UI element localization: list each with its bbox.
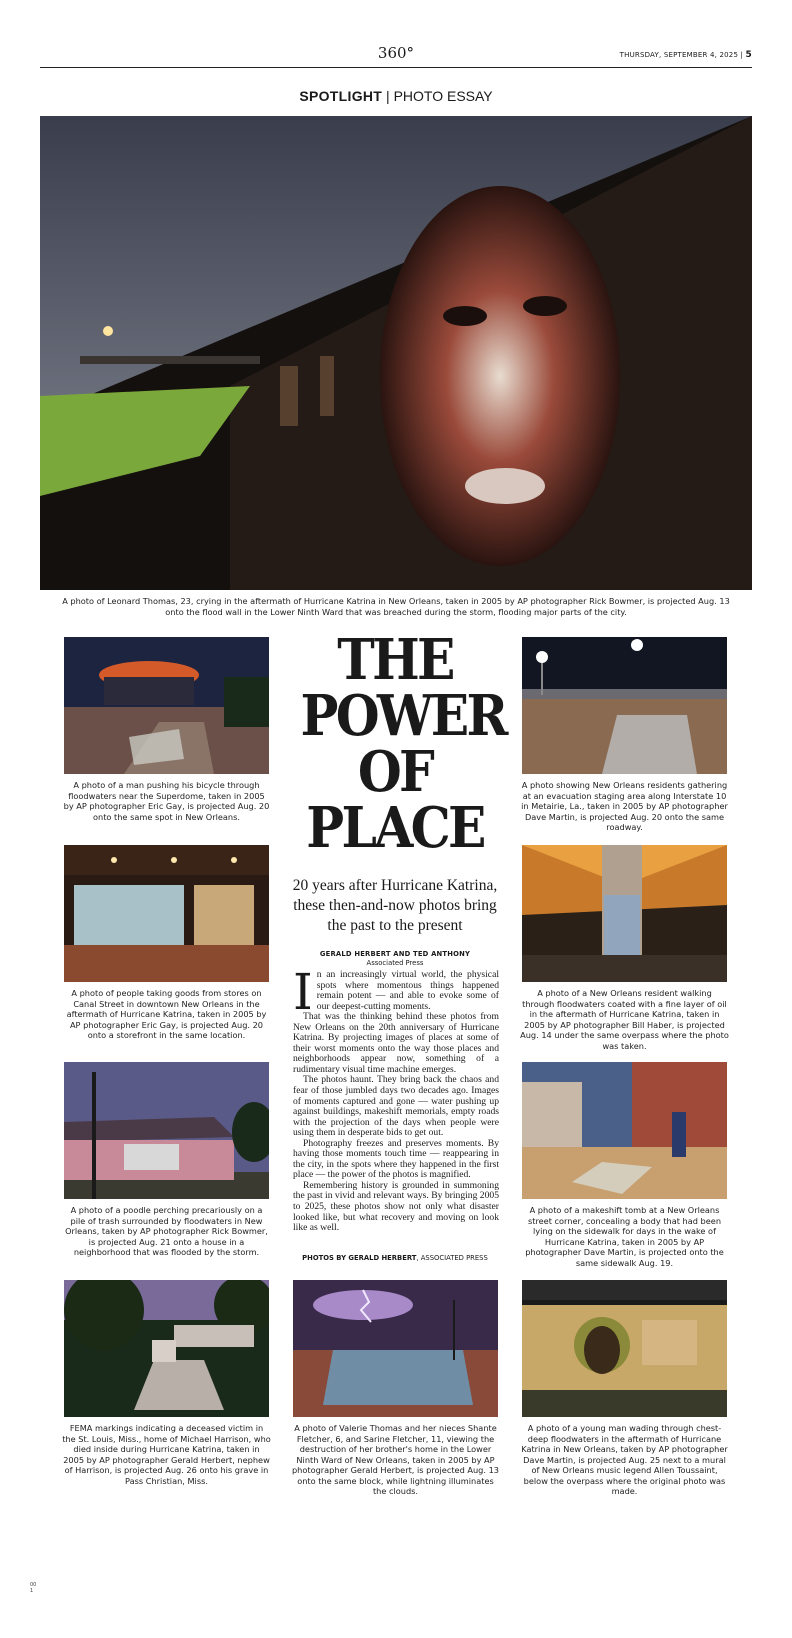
caption-poodle-house: A photo of a poodle perching precariously on a pile of trash surrounded by floodwaters in New Orleans, taken by AP photographer Rick Bowmer, is projected Aug. 21 onto a house in a neighborhood that was flooded by the storm.: [65, 1205, 268, 1257]
caption-grave: FEMA markings indicating a deceased victim in the St. Louis, Miss., home of Michael Harrison, who died inside during Hurricane Katrina, taken in 2005 by AP photographer Gerald Herbert, nephew of Harrison, is projected Aug. 26 onto his grave in Pass Christian, Miss.: [62, 1423, 271, 1486]
photo-poodle-house: [64, 1062, 269, 1199]
section-name: 360°: [377, 44, 415, 62]
kicker-spotlight: SPOTLIGHT: [299, 88, 383, 104]
main-photo: [40, 116, 752, 590]
date-separator: |: [740, 51, 744, 59]
dateline: [620, 50, 752, 60]
article-paragraph: That was the thinking behind these photos from New Orleans on the 20th anniversary of Hurricane Katrina. By projecting images of places at some of their worst moments onto the way those places and neighborhoods appear now, something of a rudimentary visual time machine emerges.: [293, 1011, 499, 1075]
headline-line-1: THE: [337, 627, 453, 693]
byline: GERALD HERBERT AND TED ANTHONY: [319, 950, 471, 958]
headline-line-3: OF: [357, 739, 433, 805]
kicker-photo-essay: | PHOTO ESSAY: [386, 88, 493, 104]
page-header: [40, 44, 752, 68]
photo-credit-name: PHOTOS BY GERALD HERBERT: [302, 1254, 417, 1262]
kicker: [0, 88, 792, 104]
caption-lightning-block: A photo of Valerie Thomas and her nieces Shante Fletcher, 6, and Sarine Fletcher, 11, viewing the destruction of her brother's home in the Lower Ninth Ward of New Orleans, taken in 2005 by AP photographer Gerald Herbert, is projected Aug. 13 onto the same block, while lightning illuminates the clouds.: [291, 1423, 499, 1496]
photo-superdome: [64, 637, 269, 774]
page-number: 5: [745, 50, 752, 60]
headline-line-2: POWER: [300, 683, 506, 749]
article-paragraph: In an increasingly virtual world, the physical spots where momentous things happened remain potent — and able to evoke some of our deepest-cutting moments.: [293, 963, 499, 1021]
photo-credit: [288, 1254, 502, 1262]
date: THURSDAY, SEPTEMBER 4, 2025: [619, 51, 739, 59]
photo-credit-agency: , ASSOCIATED PRESS: [416, 1254, 488, 1262]
photo-makeshift-tomb: [522, 1062, 727, 1199]
caption-interstate: A photo showing New Orleans residents gathering at an evacuation staging area along Interstate 10 in Metairie, La., taken in 2005 by AP photographer Dave Martin, is projected Aug. 20 onto the same roadway.: [521, 780, 728, 832]
photo-grave: [64, 1280, 269, 1417]
headline-line-4: PLACE: [306, 795, 484, 861]
article-paragraph: The photos haunt. They bring back the chaos and fear of those jumbled days two decades ago. Images of moments captured and gone — water pushing up against buildings, makeshift memorials, empty roads with the projection of the days when people were using them in desperate bids to get out.: [293, 1074, 499, 1139]
article-paragraph: Photography freezes and preserves moments. By having those moments touch time — reappearing in the city, in the spots where they happened in the first place — the power of the photos is magnified.: [293, 1137, 499, 1181]
main-photo-caption: A photo of Leonard Thomas, 23, crying in the aftermath of Hurricane Katrina in New Orleans, taken in 2005 by AP photographer Rick Bowmer, is projected Aug. 13 onto the flood wall in the Lower Ninth Ward that was breached during the storm, flooding major parts of the city.: [62, 596, 730, 617]
deck: 20 years after Hurricane Katrina, these then-and-now photos bring the past to the present: [292, 877, 498, 934]
article-paragraph: Remembering history is grounded in summoning the past in vivid and relevant ways. By bringing 2005 to 2025, these photos show not only what disaster looked like, but what recovery and moving on look like as well.: [293, 1179, 499, 1234]
caption-makeshift-tomb: A photo of a makeshift tomb at a New Orleans street corner, concealing a body that had been lying on the sidewalk for days in the wake of Hurricane Katrina, taken in 2005 by AP photographer Dave Martin, is projected onto the same sidewalk Aug. 19.: [525, 1205, 724, 1268]
caption-superdome: A photo of a man pushing his bicycle through floodwaters near the Superdome, taken in 2005 by AP photographer Eric Gay, is projected Aug. 20 onto the same spot in New Orleans.: [63, 780, 270, 822]
photo-toussaint-mural: [522, 1280, 727, 1417]
caption-canal-street: A photo of people taking goods from stores on Canal Street in downtown New Orleans in the aftermath of Hurricane Katrina, taken in 2005 by AP photographer Eric Gay, is projected Aug. 20 onto a storefront in the same location.: [66, 988, 267, 1040]
caption-toussaint-mural: A photo of a young man wading through chest-deep floodwaters in the aftermath of Hurricane Katrina in New Orleans, taken by AP photographer Dave Martin, is projected Aug. 25 next to a mural of New Orleans music legend Allen Toussaint, below the overpass where the original photo was made.: [521, 1423, 728, 1496]
caption-overpass: A photo of a New Orleans resident walking through floodwaters coated with a fine layer of oil in the aftermath of Hurricane Katrina, taken in 2005 by AP photographer Bill Haber, is projected Aug. 14 under the same overpass where the photo was taken.: [520, 988, 729, 1051]
folio-line-1: 00: [30, 1582, 37, 1588]
folio: [30, 1582, 36, 1594]
photo-overpass: [522, 845, 727, 982]
photo-canal-street: [64, 845, 269, 982]
photo-lightning-block: [293, 1280, 498, 1417]
photo-interstate: [522, 637, 727, 774]
byline-agency: Associated Press: [366, 959, 424, 967]
drop-cap: I: [293, 963, 313, 1021]
headline: [300, 627, 506, 861]
folio-line-2: 1: [30, 1588, 34, 1594]
